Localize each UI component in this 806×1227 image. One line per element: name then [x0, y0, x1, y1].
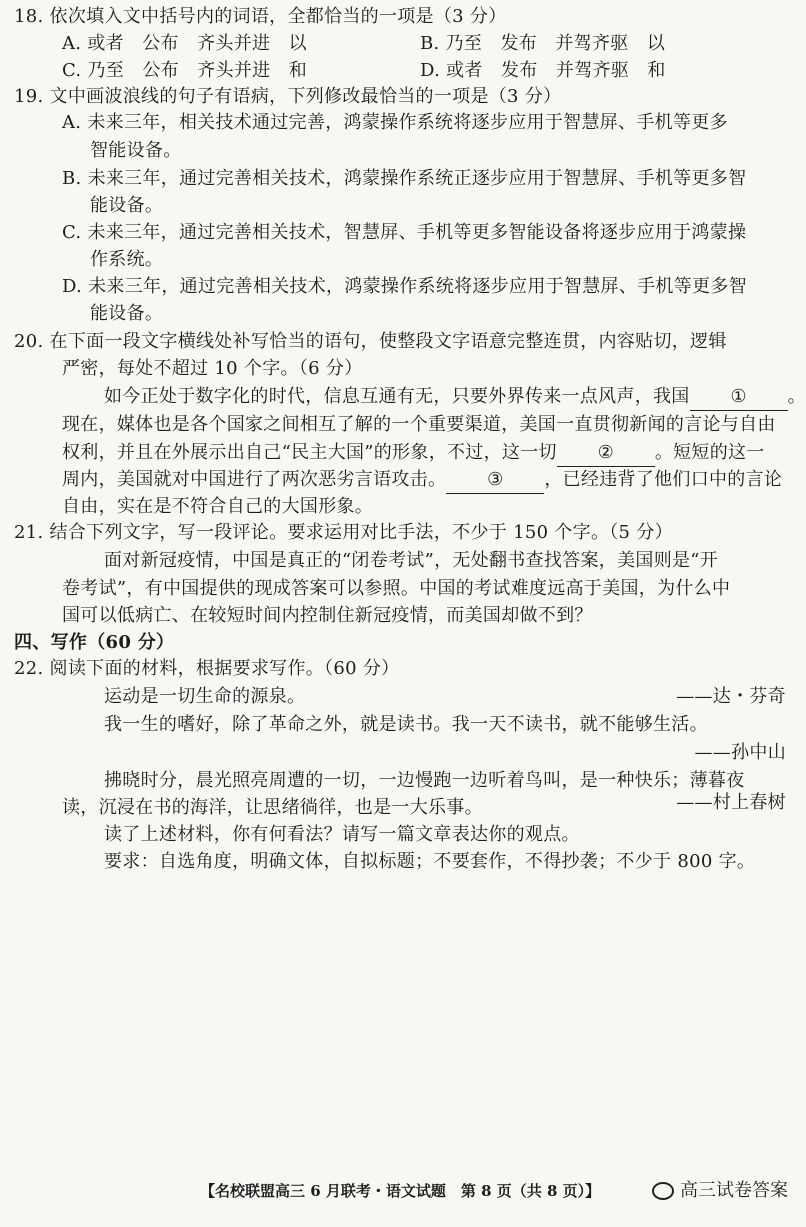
q19-option-a-line2: 智能设备。: [90, 140, 182, 161]
q20-passage-line3: [62, 440, 765, 467]
q19-option-c-line1: C. 未来三年，通过完善相关技术，智慧屏、手机等更多智能设备将逐步应用于鸿蒙操: [62, 222, 747, 243]
q20-text: ，已经违背了他们口中的言论: [544, 469, 783, 490]
q21-passage-line2: 卷考试”，有中国提供的现成答案可以参照。中国的考试难度远高于美国，为什么中: [62, 578, 731, 599]
q22-material-2: 我一生的嗜好，除了革命之外，就是读书。我一天不读书，就不能够生活。: [104, 714, 708, 735]
q22-stem: 22. 阅读下面的材料，根据要求写作。（60 分）: [14, 658, 400, 679]
q18-option-d: D. 或者 发布 并驾齐驱 和: [420, 60, 666, 81]
q20-text: 如今正处于数字化的时代，信息互通有无，只要外界传来一点风声，我国: [104, 386, 690, 407]
q22-author-1: ——达・芬奇: [676, 686, 786, 707]
q22-material-3-line1: 拂晓时分，晨光照亮周遭的一切，一边慢跑一边听着鸟叫，是一种快乐；薄暮夜: [104, 770, 745, 791]
page-footer: 【名校联盟高三 6 月联考・语文试题 第 8 页（共 8 页）】: [200, 1182, 601, 1200]
q22-task: 读了上述材料，你有何看法？请写一篇文章表达你的观点。: [104, 824, 580, 845]
q20-blank-3: ③: [446, 467, 544, 494]
wechat-icon: [652, 1182, 674, 1200]
q20-passage-line4: [62, 467, 782, 494]
q20-blank-2: ②: [557, 440, 655, 467]
q19-option-c-line2: 作系统。: [90, 249, 164, 270]
q21-passage-line3: 国可以低病亡、在较短时间内控制住新冠疫情，而美国却做不到？: [62, 605, 593, 626]
watermark-text: 高三试卷答案: [680, 1180, 788, 1201]
q22-requirements: 要求：自选角度，明确文体，自拟标题；不要套作，不得抄袭；不少于 800 字。: [104, 851, 756, 872]
q20-text: 。短短的这一: [654, 442, 765, 463]
q19-option-d-line1: D. 未来三年，通过完善相关技术，鸿蒙操作系统将逐步应用于智慧屏、手机等更多智: [62, 276, 747, 297]
q19-option-d-line2: 能设备。: [90, 303, 164, 324]
q19-option-b-line1: B. 未来三年，通过完善相关技术，鸿蒙操作系统正逐步应用于智慧屏、手机等更多智: [62, 168, 747, 189]
q20-text: 。: [787, 386, 806, 407]
q19-option-b-line2: 能设备。: [90, 195, 164, 216]
q20-passage-line1: [104, 384, 806, 411]
q22-material-3-line2: 读，沉浸在书的海洋，让思绪徜徉，也是一大乐事。: [62, 797, 483, 818]
q18-option-c: C. 乃至 公布 齐头并进 和: [62, 60, 308, 81]
q20-text: 权利，并且在外展示出自己“民主大国”的形象，不过，这一切: [62, 442, 557, 463]
q21-stem: 21. 结合下列文字，写一段评论。要求运用对比手法，不少于 150 个字。（5 分）: [14, 522, 673, 543]
q22-author-2: ——孙中山: [694, 742, 786, 763]
q19-option-a-line1: A. 未来三年，相关技术通过完善，鸿蒙操作系统将逐步应用于智慧屏、手机等更多: [62, 112, 728, 133]
q20-blank-1: ①: [690, 384, 788, 411]
q21-passage-line1: 面对新冠疫情，中国是真正的“闭卷考试”，无处翻书查找答案，美国则是“开: [104, 550, 719, 571]
q19-stem: 19. 文中画波浪线的句子有语病，下列修改最恰当的一项是（3 分）: [14, 86, 562, 107]
q20-text: 周内，美国就对中国进行了两次恶劣言语攻击。: [62, 469, 447, 490]
q18-stem: 18. 依次填入文中括号内的词语，全都恰当的一项是（3 分）: [14, 6, 507, 27]
q22-material-1: 运动是一切生命的源泉。: [104, 686, 306, 707]
q20-stem-line2: 严密，每处不超过 10 个字。（6 分）: [62, 358, 363, 379]
watermark: [652, 1176, 788, 1202]
q18-option-b: B. 乃至 发布 并驾齐驱 以: [420, 33, 666, 54]
q20-passage-line2: 现在，媒体也是各个国家之间相互了解的一个重要渠道，美国一直贯彻新闻的言论与自由: [62, 414, 776, 435]
section-writing-heading: 四、写作（60 分）: [14, 632, 175, 653]
q22-author-3: ——村上春树: [676, 792, 786, 813]
q18-option-a: A. 或者 公布 齐头并进 以: [62, 33, 307, 54]
q20-stem-line1: 20. 在下面一段文字横线处补写恰当的语句，使整段文字语意完整连贯，内容贴切，逻辑: [14, 331, 727, 352]
q20-passage-line5: 自由，实在是不符合自己的大国形象。: [62, 496, 374, 517]
